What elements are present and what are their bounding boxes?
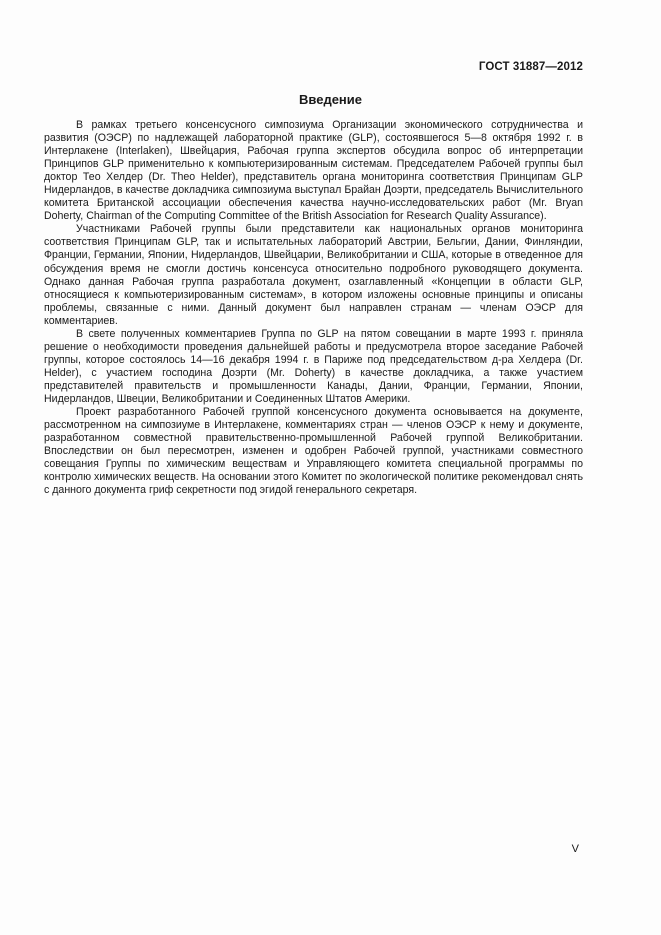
paragraph-4: Проект разработанного Рабочей группой консенсусного документа основывается на документе, рассмотренном на симпозиуме в Интерлакене, комментариях стран — членов ОЭСР к нему и документе, разработанном совместной правительственно-промышленной Рабочей группой Великобритании. Впоследствии он был пересмотрен, изменен и одобрен Рабочей группой, участниками совместного совещания Группы по химическим веществам и Управляющего комитета специальной программы по контролю химических веществ. На основании этого Комитет по экологической политике рекомендовал снять с данного документа гриф секретности под эгидой генерального секретаря.: [44, 406, 583, 497]
paragraph-2: Участниками Рабочей группы были представители как национальных органов мониторинга соответствия Принципам GLP, так и испытательных лабораторий Австрии, Бельгии, Дании, Финляндии, Франции, Германии, Японии, Нидерландов, Швейцарии, Великобритании и США, которые в отведенное для обсуждения время не смогли достичь консенсуса относительно подробного руководящего документа. Однако данная Рабочая группа разработала документ, озаглавленный «Концепции в области GLP, относящиеся к компьютеризированным системам», в котором изложены основные принципы и описаны проблемы, связанные с ними. Данный документ был направлен странам — членам ОЭСР для комментариев.: [44, 223, 583, 327]
body-text: [44, 119, 583, 497]
document-code: ГОСТ 31887—2012: [478, 61, 583, 73]
section-title: Введение: [299, 92, 362, 107]
page-number: V: [571, 843, 579, 855]
paragraph-3: В свете полученных комментариев Группа по GLP на пятом совещании в марте 1993 г. приняла решение о необходимости проведения дальнейшей работы и предусмотрела второе заседание Рабочей группы, которое состоялось 14—16 декабря 1994 г. в Париже под председательством д-ра Хелдера (Dr. Helder), с участием господина Доэрти (Mr. Doherty) в качестве докладчика, а также участием представителей правительств и промышленности Канады, Дании, Франции, Германии, Японии, Нидерландов, Швеции, Великобритании и Соединенных Штатов Америки.: [44, 327, 583, 405]
paragraph-1: В рамках третьего консенсусного симпозиума Организации экономического сотрудничества и развития (ОЭСР) по надлежащей лабораторной практике (GLP), состоявшегося 5—8 октября 1992 г. в Интерлакене (Interlaken), Швейцария, Рабочая группа экспертов обсудила вопрос об интерпретации Принципов GLP применительно к компьютеризированным системам. Председателем Рабочей группы был доктор Тео Хелдер (Dr. Theo Helder), представитель органа мониторинга соответствия Принципам GLP Нидерландов, в качестве докладчика симпозиума выступал Брайан Доэрти, председатель Вычислительного комитета Британской ассоциации обеспечения качества научно-исследовательских работ (Mr. Bryan Doherty, Chairman of the Computing Committee of the British Association for Research Quality Assurance).: [44, 119, 583, 223]
